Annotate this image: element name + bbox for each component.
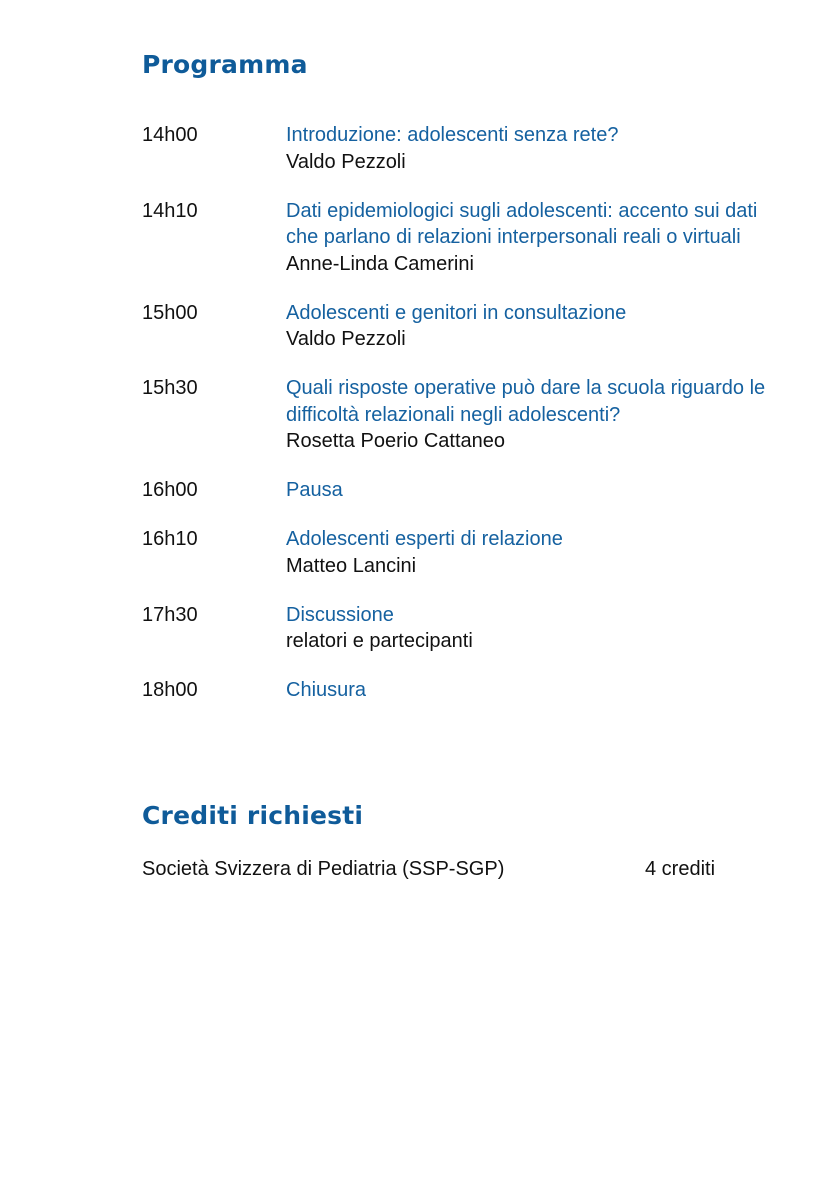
schedule-item (142, 526, 782, 579)
schedule-list (142, 122, 782, 726)
schedule-title: Chiusura (286, 679, 367, 701)
schedule-content (286, 198, 776, 278)
schedule-title: Introduzione: adolescenti senza rete? (286, 124, 619, 146)
schedule-item (142, 677, 782, 704)
schedule-title: Pausa (286, 479, 343, 501)
schedule-title: Adolescenti e genitori in consultazione (286, 301, 627, 324)
schedule-title: Dati epidemiologici sugli adolescenti: accento sui dati che parlano di relazioni interpersonali reali o virtuali (286, 199, 758, 248)
schedule-time: 14h00 (142, 124, 198, 146)
crediti-heading: Crediti richiesti (142, 801, 364, 830)
schedule-speaker: Rosetta Poerio Cattaneo (286, 430, 506, 452)
schedule-item (142, 602, 782, 655)
schedule-time: 15h00 (142, 301, 198, 324)
credit-value: 4 crediti (645, 858, 716, 880)
schedule-time: 16h10 (142, 528, 198, 550)
schedule-content (286, 122, 776, 175)
schedule-item (142, 477, 782, 504)
schedule-time: 14h10 (142, 199, 198, 222)
schedule-speaker: relatori e partecipanti (286, 630, 473, 652)
schedule-item (142, 300, 782, 353)
credit-organization: Società Svizzera di Pediatria (SSP-SGP) (142, 858, 505, 880)
schedule-title: Adolescenti esperti di relazione (286, 528, 563, 550)
schedule-content (286, 602, 776, 655)
schedule-speaker: Matteo Lancini (286, 554, 417, 577)
schedule-time: 16h00 (142, 479, 198, 501)
schedule-title: Discussione (286, 603, 394, 626)
schedule-content (286, 375, 776, 455)
schedule-speaker: Anne-Linda Camerini (286, 252, 474, 275)
schedule-item (142, 122, 782, 175)
schedule-speaker: Valdo Pezzoli (286, 328, 406, 350)
schedule-time: 18h00 (142, 679, 198, 701)
programma-heading: Programma (142, 50, 308, 79)
schedule-content (286, 677, 776, 704)
schedule-item (142, 375, 782, 455)
schedule-time: 17h30 (142, 603, 198, 626)
schedule-content (286, 526, 776, 579)
schedule-speaker: Valdo Pezzoli (286, 150, 406, 173)
schedule-item (142, 198, 782, 278)
schedule-content (286, 477, 776, 504)
schedule-time: 15h30 (142, 377, 198, 399)
schedule-title: Quali risposte operative può dare la scuola riguardo le difficoltà relazionali negli adolescenti? (286, 377, 766, 426)
schedule-content (286, 300, 776, 353)
